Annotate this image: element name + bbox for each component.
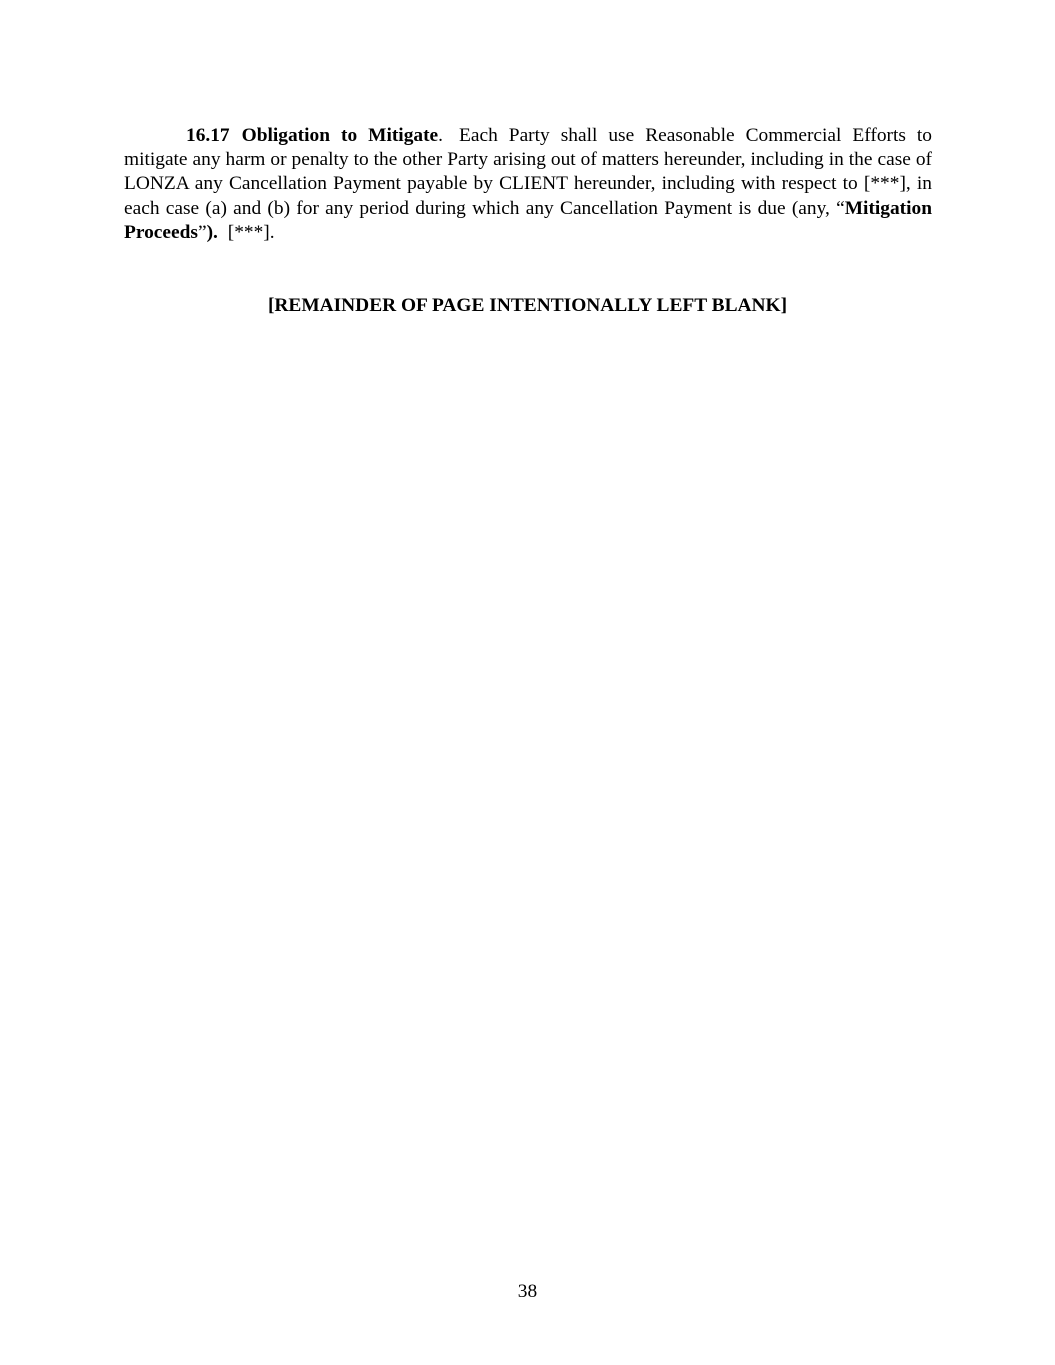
section-heading: Obligation to Mitigate <box>241 125 439 146</box>
redaction-marker: [***]. <box>227 221 275 243</box>
remainder-blank-notice: [REMAINDER OF PAGE INTENTIONALLY LEFT BLANK] <box>267 295 788 316</box>
section-16-17-paragraph <box>124 124 932 245</box>
closing-paren: ). <box>206 221 218 243</box>
defined-term: Mitigation Proceeds <box>124 197 932 243</box>
page-number: 38 <box>517 1281 538 1302</box>
section-body-text: Each Party shall use Reasonable Commercial Efforts to mitigate any harm or penalty to the other Party arising out of matters hereunder, including in the case of LONZA any Cancellation Payment payable by CLIENT hereunder, including with respect to [***], in each case (a) and (b) for any period during which any Cancellation Payment is due (any, “ <box>124 125 933 219</box>
section-heading-period: . <box>438 125 444 146</box>
closing-quote: ” <box>197 221 207 243</box>
section-number: 16.17 <box>186 125 230 146</box>
